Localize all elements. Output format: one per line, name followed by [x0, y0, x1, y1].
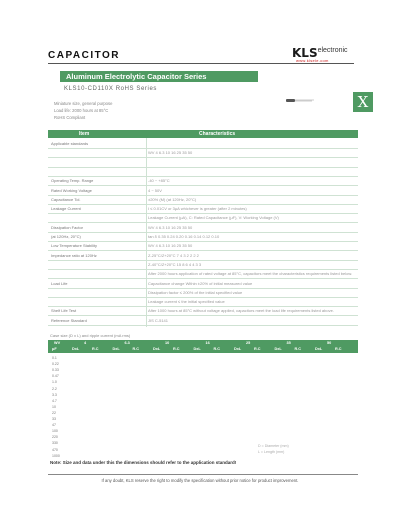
feature-item: Miniature size, general purpose	[54, 101, 113, 106]
dimension-legend: D = Diameter (mm)	[258, 444, 289, 448]
logo-url: www.klsele.com	[296, 58, 329, 63]
spec-row-value: Z-25°C/Z+20°C 7 4 3 2 2 2 2	[148, 252, 199, 258]
dim-capacitance-cell: 3.3	[52, 392, 57, 397]
spec-row-line	[48, 325, 358, 326]
dim-capacitance-cell: 0.47	[52, 374, 59, 379]
dim-capacitance-cell: 4.7	[52, 398, 57, 403]
header-divider	[48, 63, 354, 64]
spec-row-line	[48, 157, 358, 158]
dim-head-sub-size: DxL	[112, 347, 120, 351]
spec-row-label: Low Temperature Stability	[51, 243, 97, 249]
spec-row-line	[48, 241, 358, 242]
footer-divider	[48, 474, 358, 475]
series-subtitle: KLS10-CD110X RoHS Series	[64, 86, 157, 92]
dimension-caption: Case size (D x L) and ripple current (mA rms)	[50, 333, 131, 338]
spec-row-line	[48, 185, 358, 186]
spec-row-line	[48, 269, 358, 270]
dim-head-cap: μF	[52, 347, 57, 351]
spec-row-line	[48, 167, 358, 168]
dim-head-sub-ripple: R.C	[213, 347, 221, 351]
spec-row-line	[48, 204, 358, 205]
spec-row-label: (at 120Hz, 20°C)	[51, 234, 81, 239]
feature-item: RoHS Compliant	[54, 115, 86, 120]
spec-row-value: I ≤ 0.01CV or 3μA whichever is greater (after 2 minutes)	[148, 206, 247, 212]
dim-capacitance-cell: 0.33	[52, 368, 59, 373]
capacitor-image	[286, 98, 314, 103]
dim-head-voltage: 6.3	[124, 341, 130, 345]
dim-head-voltage: 4	[84, 341, 87, 345]
dim-head-sub-ripple: R.C	[173, 347, 180, 351]
dim-capacitance-cell: 220	[52, 435, 58, 440]
spec-row-line	[48, 315, 358, 316]
dim-head-sub-size: DxL	[274, 347, 282, 351]
spec-row-value: WV 4 6.3 10 16 25 35 50	[148, 243, 193, 249]
spec-row-line	[48, 306, 358, 307]
dim-head-sub-ripple: R.C	[294, 347, 302, 351]
dim-head-sub-size: DxL	[193, 347, 201, 351]
spec-row-line	[48, 176, 358, 177]
spec-row-label: Applicable standards	[51, 141, 89, 146]
dim-head-voltage: 25	[246, 341, 251, 345]
dimension-table-header	[48, 340, 358, 353]
spec-row-label: Reference Standard	[51, 317, 87, 323]
spec-row-value: tan δ 0.35 0.24 0.20 0.16 0.14 0.12 0.10	[148, 234, 220, 239]
spec-row-value: WV 4 6.3 10 16 25 35 50	[148, 224, 193, 230]
spec-row-value: Capacitance change Within ±20% of initial measured value	[148, 280, 253, 286]
logo-sub: electronic	[317, 47, 348, 54]
dim-capacitance-cell: 1.0	[52, 380, 57, 385]
spec-row-value: After 2000 hours application of rated voltage at 85°C, capacitors meet the characteristics requirements listed below.	[148, 271, 353, 277]
page-footer: If any doubt, KLS reserve the right to modify the specification without prior notice for product improvement.	[101, 478, 299, 483]
spec-row-line	[48, 250, 358, 251]
dim-capacitance-cell: 47	[52, 423, 56, 428]
dim-head-sub-ripple: R.C	[92, 347, 99, 351]
dim-capacitance-cell: 33	[52, 417, 56, 421]
page-title: CAPACITOR	[48, 50, 121, 61]
dim-head-sub-size: DxL	[315, 347, 323, 351]
dim-head-voltage: 10	[165, 341, 170, 345]
dim-capacitance-cell: 470	[52, 447, 58, 452]
feature-item: Load life: 2000 hours at 85°C	[54, 108, 109, 113]
spec-row-value: 4 ~ 50V	[148, 187, 162, 193]
spec-row-line	[48, 232, 358, 233]
series-banner-label: Aluminum Electrolytic Capacitor Series	[66, 72, 207, 81]
logo-main: KLS	[292, 46, 318, 60]
dim-head-voltage: 16	[205, 341, 210, 345]
dim-capacitance-cell: 0.1	[52, 356, 57, 360]
spec-head-item: Item	[79, 131, 90, 137]
dim-capacitance-cell: 100	[52, 429, 58, 434]
spec-row-label: Operating Temp. Range	[51, 178, 94, 184]
dim-capacitance-cell: 1000	[52, 453, 60, 458]
dim-head-voltage: 50	[327, 341, 332, 345]
spec-row-value: After 1000 hours at 85°C without voltage applied, capacitors meet the load life requirements listed above.	[148, 308, 334, 314]
spec-row-value: WV 4 6.3 10 16 25 35 50	[148, 150, 193, 156]
spec-row-line	[48, 297, 358, 298]
dim-head-sub-size: DxL	[153, 347, 161, 351]
spec-row-value: Dissipation factor ≤ 200% of the initial specified value	[148, 289, 243, 295]
spec-row-value: ±20% (M) (at 120Hz, 20°C)	[148, 196, 197, 202]
spec-row-value: Z-40°C/Z+20°C 15 8 6 4 4 3 3	[148, 261, 202, 267]
dim-capacitance-cell: 2.2	[52, 386, 57, 391]
spec-row-line	[48, 288, 358, 289]
dim-head-wv: WV	[54, 341, 61, 345]
dimension-legend: L = Length (mm)	[258, 450, 285, 454]
spec-row-value: Leakage Current (μA), C: Rated Capacitance (μF), V: Working Voltage (V)	[148, 215, 279, 221]
dim-capacitance-cell: 10	[52, 404, 56, 409]
spec-row-label: Capacitance Tol.	[51, 196, 81, 202]
spec-row-line	[48, 278, 358, 279]
spec-row-label: Dissipation Factor	[51, 224, 84, 230]
spec-row-line	[48, 222, 358, 223]
spec-row-label: Load Life	[51, 280, 68, 286]
dim-capacitance-cell: 330	[52, 441, 58, 446]
dim-head-sub-size: DxL	[72, 347, 80, 351]
dim-head-voltage: 35	[286, 341, 291, 345]
spec-row-label: Rated Working Voltage	[51, 187, 92, 193]
dimension-note: Note: Size and data under this the dimensions should refer to the application standard!	[50, 460, 237, 465]
spec-row-line	[48, 213, 358, 214]
spec-row-value: -40 ~ +85°C	[148, 178, 170, 184]
dim-capacitance-cell: 22	[52, 410, 56, 415]
spec-row-label: Impedance ratio at 120Hz	[51, 252, 97, 258]
dim-head-sub-ripple: R.C	[335, 347, 342, 351]
spec-row-label: Shelf Life Test	[51, 308, 77, 314]
dim-head-sub-ripple: R.C	[254, 347, 261, 351]
series-code-badge: X	[353, 92, 373, 112]
series-banner	[60, 71, 258, 82]
spec-row-line	[48, 148, 358, 149]
spec-row-value: JIS C-5141	[148, 317, 169, 323]
spec-row-line	[48, 260, 358, 261]
spec-row-value: Leakage current ≤ the initial specified value	[148, 299, 225, 305]
spec-head-characteristics: Characteristics	[199, 131, 236, 137]
spec-row-line	[48, 195, 358, 196]
dim-head-sub-size: DxL	[234, 347, 242, 351]
dim-capacitance-cell: 0.22	[52, 362, 59, 367]
spec-row-label: Leakage Current	[51, 206, 81, 212]
dim-head-sub-ripple: R.C	[132, 347, 140, 351]
